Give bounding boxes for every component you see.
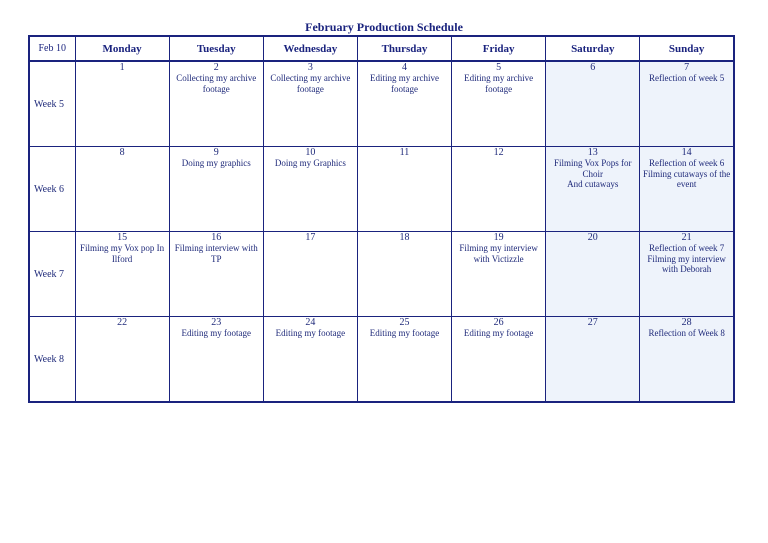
- day-cell: [640, 61, 734, 147]
- day-cell: [263, 147, 357, 232]
- month-label: Feb 10: [29, 36, 75, 61]
- day-number: 12: [493, 147, 504, 158]
- day-event-text: Filming my Vox pop In Ilford: [79, 243, 165, 264]
- day-cell: [75, 61, 169, 147]
- day-number: 18: [399, 232, 410, 243]
- week-row: [29, 232, 734, 317]
- day-event-text: Editing my footage: [181, 328, 251, 338]
- day-event-text: Filming my interview with Victizzle: [459, 243, 538, 264]
- schedule-table: [28, 35, 735, 403]
- day-cell: [546, 61, 640, 147]
- day-number: 9: [213, 147, 219, 158]
- day-number: 21: [681, 232, 692, 243]
- day-cell: [169, 232, 263, 317]
- day-number: 25: [399, 317, 410, 328]
- day-header-tuesday: Tuesday: [169, 36, 263, 61]
- day-number: 16: [211, 232, 222, 243]
- week-label: Week 7: [29, 232, 75, 317]
- week-label: Week 6: [29, 147, 75, 232]
- day-cell: [357, 317, 451, 403]
- day-number: 27: [587, 317, 598, 328]
- day-header-thursday: Thursday: [357, 36, 451, 61]
- day-cell: [169, 61, 263, 147]
- day-header-wednesday: Wednesday: [263, 36, 357, 61]
- day-number: 15: [117, 232, 128, 243]
- day-cell: [263, 232, 357, 317]
- day-cell: [263, 61, 357, 147]
- page-title: February Production Schedule: [305, 20, 463, 34]
- day-event-text: Filming Vox Pops for Choir And cutaways: [554, 158, 632, 189]
- day-cell: [452, 61, 546, 147]
- day-number: 19: [493, 232, 504, 243]
- week-row: [29, 61, 734, 147]
- day-cell: [452, 147, 546, 232]
- day-event-text: Collecting my archive footage: [176, 73, 257, 94]
- day-cell: [263, 317, 357, 403]
- day-event-text: Editing my archive footage: [370, 73, 439, 94]
- day-number: 5: [496, 62, 502, 73]
- day-event-text: Collecting my archive footage: [270, 73, 351, 94]
- day-number: 4: [401, 62, 407, 73]
- week-row: [29, 317, 734, 403]
- day-event-text: Editing my footage: [463, 328, 534, 338]
- day-cell: [640, 317, 734, 403]
- day-cell: [169, 317, 263, 403]
- day-event-text: Editing my footage: [369, 328, 440, 338]
- day-cell: [546, 147, 640, 232]
- day-cell: [75, 147, 169, 232]
- day-number: 11: [399, 147, 410, 158]
- day-event-text: Reflection of week 5: [649, 73, 725, 83]
- day-cell: [357, 232, 451, 317]
- day-number: 3: [307, 62, 313, 73]
- day-event-text: Doing my graphics: [181, 158, 251, 168]
- day-event-text: Filming interview with TP: [174, 243, 258, 264]
- day-number: 8: [119, 147, 125, 158]
- day-cell: [169, 147, 263, 232]
- day-header-monday: Monday: [75, 36, 169, 61]
- calendar-body: [29, 61, 734, 402]
- day-cell: [640, 147, 734, 232]
- day-event-text: Doing my Graphics: [274, 158, 346, 168]
- day-header-saturday: Saturday: [546, 36, 640, 61]
- day-number: 17: [305, 232, 316, 243]
- day-number: 22: [117, 317, 128, 328]
- day-cell: [357, 147, 451, 232]
- day-event-text: Editing my footage: [275, 328, 346, 338]
- day-event-text: Reflection of Week 8: [648, 328, 725, 338]
- day-cell: [452, 317, 546, 403]
- day-number: 2: [213, 62, 219, 73]
- day-number: 1: [119, 62, 125, 73]
- week-label: Week 5: [29, 61, 75, 147]
- day-event-text: Editing my archive footage: [464, 73, 534, 94]
- day-cell: [75, 317, 169, 403]
- day-number: 20: [587, 232, 598, 243]
- day-cell: [546, 317, 640, 403]
- day-cell: [452, 232, 546, 317]
- day-cell: [357, 61, 451, 147]
- day-number: 14: [681, 147, 692, 158]
- day-cell: [75, 232, 169, 317]
- day-header-friday: Friday: [452, 36, 546, 61]
- day-number: 6: [590, 62, 596, 73]
- day-number: 7: [684, 62, 690, 73]
- header-row: [29, 36, 734, 61]
- day-number: 23: [211, 317, 222, 328]
- week-label: Week 8: [29, 317, 75, 403]
- week-row: [29, 147, 734, 232]
- day-cell: [546, 232, 640, 317]
- day-number: 13: [587, 147, 598, 158]
- day-event-text: Reflection of week 6 Filming cutaways of the event: [643, 158, 731, 189]
- day-event-text: Reflection of week 7 Filming my interview with Deborah: [647, 243, 726, 274]
- day-cell: [640, 232, 734, 317]
- day-number: 26: [493, 317, 504, 328]
- day-header-sunday: Sunday: [640, 36, 734, 61]
- day-number: 10: [305, 147, 316, 158]
- day-number: 24: [305, 317, 316, 328]
- day-number: 28: [681, 317, 692, 328]
